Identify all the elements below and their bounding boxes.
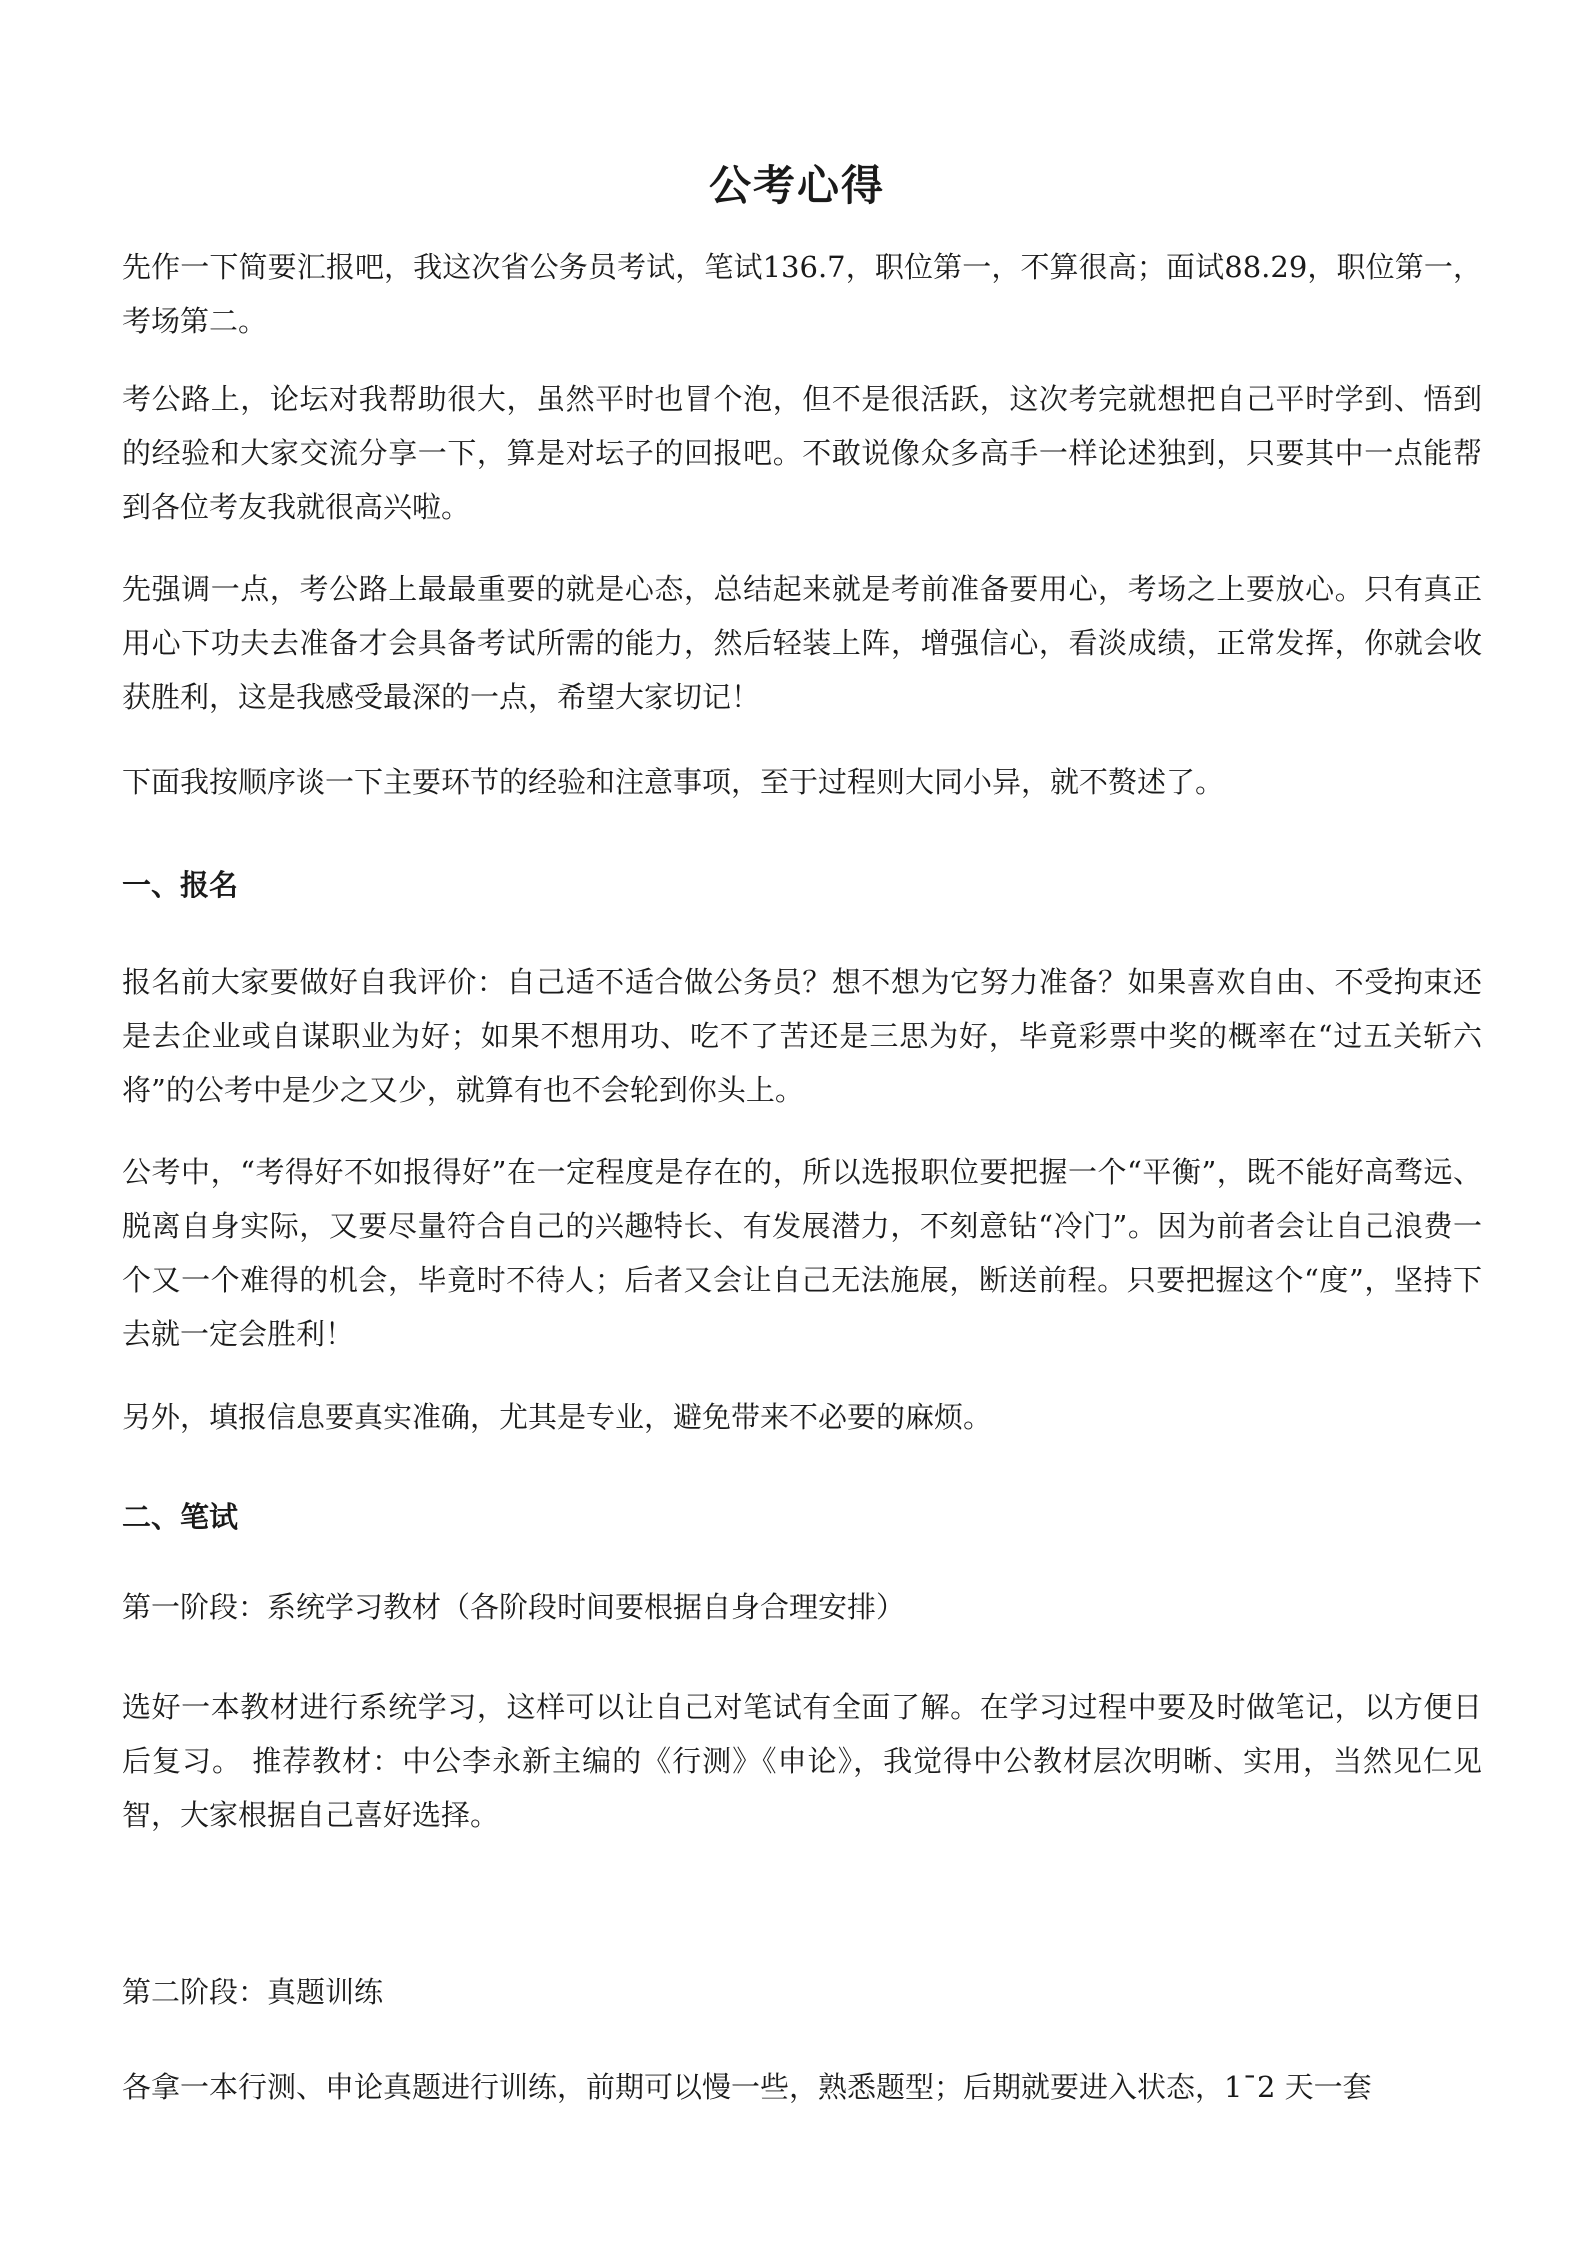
registration-paragraph-2: 公考中，“考得好不如报得好”在一定程度是存在的，所以选报职位要把握一个“平衡”，既不能好高骛远、脱离自身实际，又要尽量符合自己的兴趣特长、有发展潜力，不刻意钻“冷门”。因为前者会让自己浪费一个又一个难得的机会，毕竟时不待人；后者又会让自己无法施展，断送前程。只要把握这个“度”，坚持下去就一定会胜利！	[122, 1155, 1482, 1351]
registration-paragraph-3: 另外，填报信息要真实准确，尤其是专业，避免带来不必要的麻烦。	[122, 1400, 993, 1434]
mindset-paragraph: 先强调一点，考公路上最最重要的就是心态，总结起来就是考前准备要用心，考场之上要放心。只有真正用心下功夫去准备才会具备考试所需的能力，然后轻装上阵，增强信心，看淡成绩，正常发挥，你就会收获胜利，这是我感受最深的一点，希望大家切记！	[122, 572, 1482, 714]
stage-one-heading: 第一阶段：系统学习教材（各阶段时间要根据自身合理安排）	[122, 1590, 906, 1624]
section-heading-written-exam: 二、笔试	[122, 1500, 239, 1534]
registration-paragraph-1: 报名前大家要做好自我评价：自己适不适合做公务员？想不想为它努力准备？如果喜欢自由、不受拘束还是去企业或自谋职业为好；如果不想用功、吃不了苦还是三思为好，毕竟彩票中奖的概率在“过五关斩六将”的公考中是少之又少，就算有也不会轮到你头上。	[122, 965, 1482, 1107]
section-heading-registration: 一、报名	[122, 868, 239, 902]
stage-two-heading: 第二阶段：真题训练	[122, 1975, 384, 2009]
overview-paragraph: 下面我按顺序谈一下主要环节的经验和注意事项，至于过程则大同小异，就不赘述了。	[122, 765, 1225, 799]
stage-two-paragraph: 各拿一本行测、申论真题进行训练，前期可以慢一些，熟悉题型；后期就要进入状态，1¯2 天一套	[122, 2070, 1372, 2104]
page-title: 公考心得	[708, 161, 885, 210]
intro-paragraph: 先作一下简要汇报吧，我这次省公务员考试，笔试136.7，职位第一，不算很高；面试88.29，职位第一，考场第二。	[122, 250, 1482, 338]
forum-paragraph: 考公路上，论坛对我帮助很大，虽然平时也冒个泡，但不是很活跃，这次考完就想把自己平时学到、悟到的经验和大家交流分享一下，算是对坛子的回报吧。不敢说像众多高手一样论述独到，只要其中一点能帮到各位考友我就很高兴啦。	[122, 382, 1482, 524]
stage-one-paragraph: 选好一本教材进行系统学习，这样可以让自己对笔试有全面了解。在学习过程中要及时做笔记，以方便日后复习。 推荐教材：中公李永新主编的《行测》《申论》，我觉得中公教材层次明晰、实用，当然见仁见智，大家根据自己喜好选择。	[122, 1690, 1482, 1832]
